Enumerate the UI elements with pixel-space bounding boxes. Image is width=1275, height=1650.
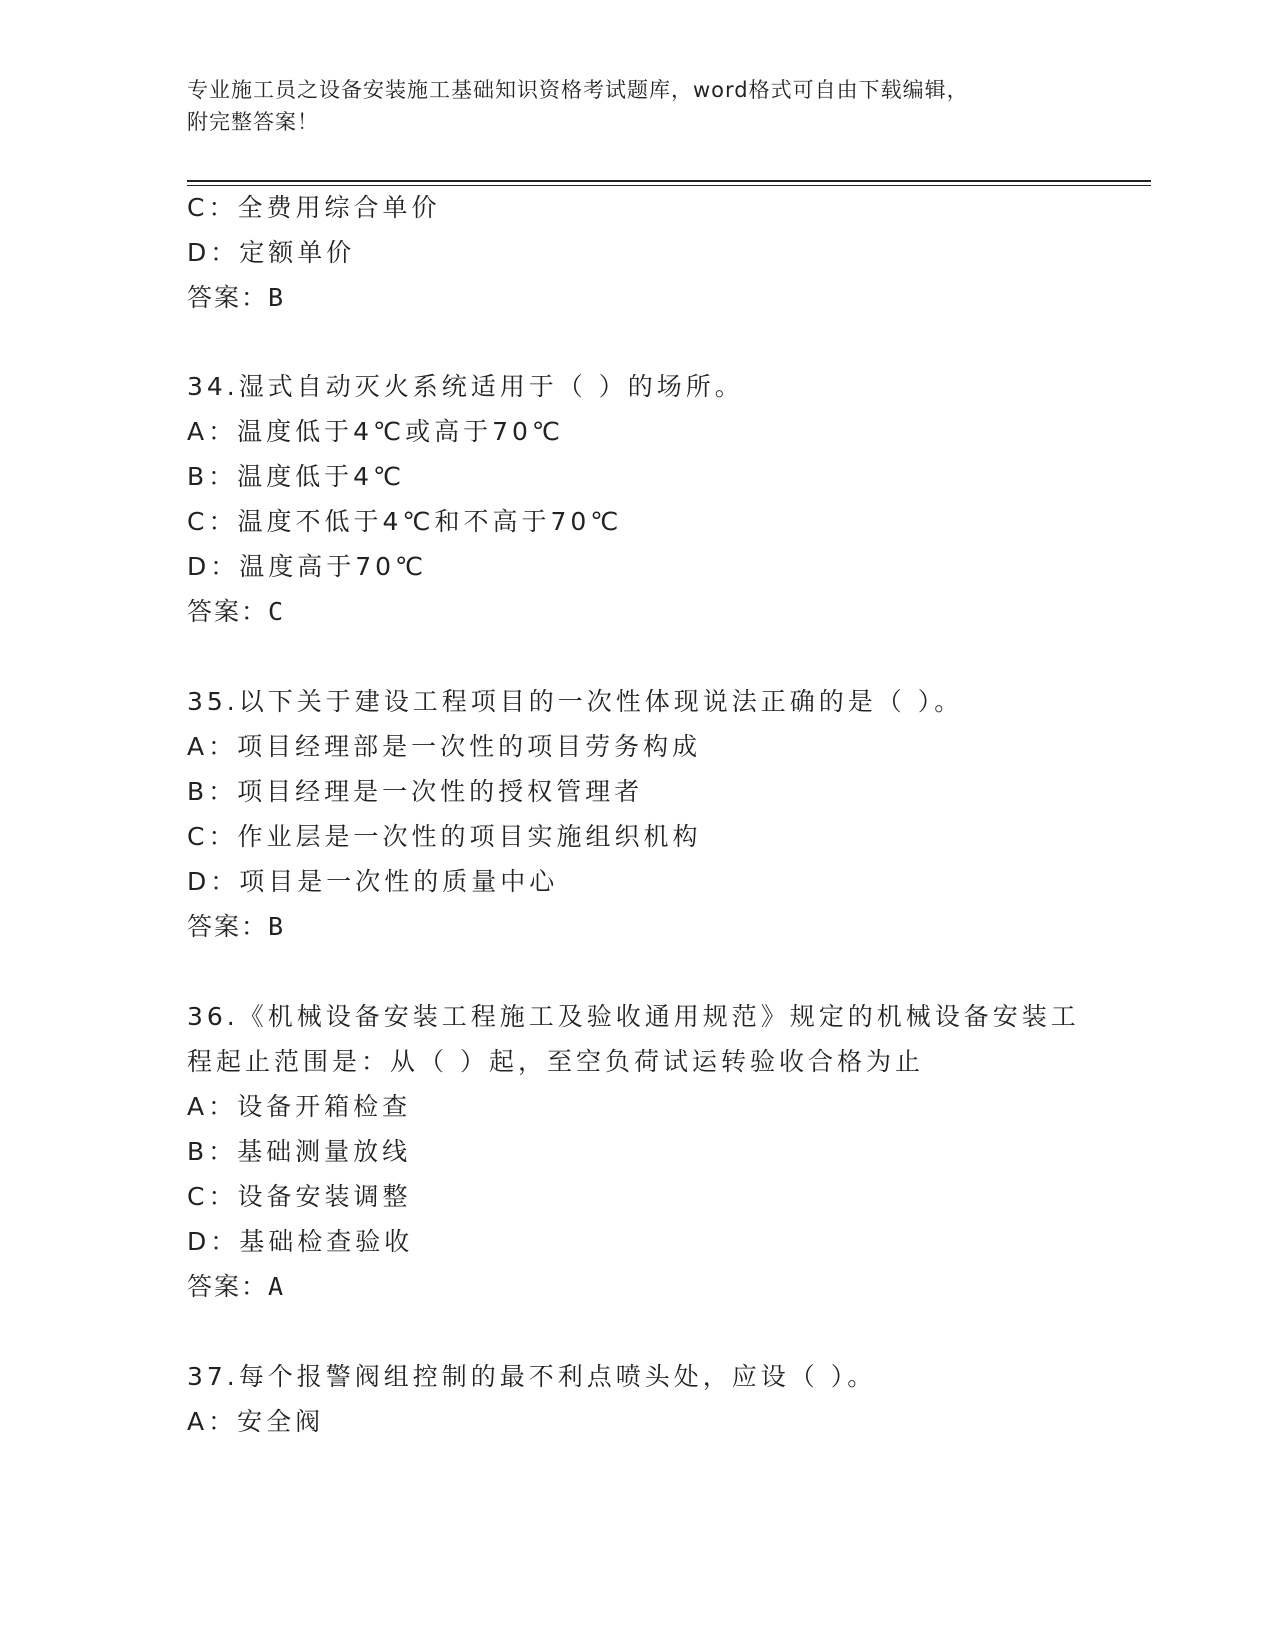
option-line: C：温度不低于4℃和不高于70℃ — [187, 507, 623, 536]
answer-line — [187, 912, 285, 942]
answer-value: B — [268, 283, 286, 312]
answer-label: 答案： — [187, 597, 269, 626]
option-line: A：项目经理部是一次性的项目劳务构成 — [187, 732, 702, 761]
answer-label: 答案： — [187, 912, 269, 941]
header-line-1: 专业施工员之设备安装施工基础知识资格考试题库，word格式可自由下载编辑， — [187, 78, 969, 102]
option-line: C：作业层是一次性的项目实施组织机构 — [187, 822, 702, 851]
option-line: D：温度高于70℃ — [187, 552, 428, 581]
option-line: C：设备安装调整 — [187, 1182, 412, 1211]
option-line: B：温度低于4℃ — [187, 462, 406, 491]
header-divider-thick — [187, 180, 1151, 182]
option-line: A：设备开箱检查 — [187, 1092, 412, 1121]
answer-line — [187, 597, 285, 627]
document-header — [187, 74, 1067, 138]
option-line: B：项目经理是一次性的授权管理者 — [187, 777, 644, 806]
question-line: 34.湿式自动灭火系统适用于（ ）的场所。 — [187, 372, 744, 401]
answer-label: 答案： — [187, 283, 269, 312]
answer-value: A — [268, 1272, 286, 1301]
option-line: A：温度低于4℃或高于70℃ — [187, 417, 564, 446]
question-line: 35.以下关于建设工程项目的一次性体现说法正确的是（ ）。 — [187, 687, 964, 716]
header-divider-thin — [187, 185, 1151, 186]
option-line: A：安全阀 — [187, 1407, 325, 1436]
question-line: 程起止范围是：从（ ）起，至空负荷试运转验收合格为止 — [187, 1047, 924, 1076]
header-line-2: 附完整答案！ — [187, 110, 319, 134]
answer-line — [187, 1272, 285, 1302]
question-line: 37.每个报警阀组控制的最不利点喷头处，应设（ ）。 — [187, 1362, 877, 1391]
question-line: 36.《机械设备安装工程施工及验收通用规范》规定的机械设备安装工 — [187, 1002, 1080, 1031]
option-line: B：基础测量放线 — [187, 1137, 412, 1166]
answer-line — [187, 283, 285, 313]
answer-value: B — [268, 912, 286, 941]
answer-value: C — [268, 597, 286, 626]
answer-label: 答案： — [187, 1272, 269, 1301]
option-line: D：项目是一次性的质量中心 — [187, 867, 559, 896]
option-line: D：基础检查验收 — [187, 1227, 414, 1256]
option-line: C：全费用综合单价 — [187, 193, 441, 222]
option-line: D：定额单价 — [187, 238, 356, 267]
